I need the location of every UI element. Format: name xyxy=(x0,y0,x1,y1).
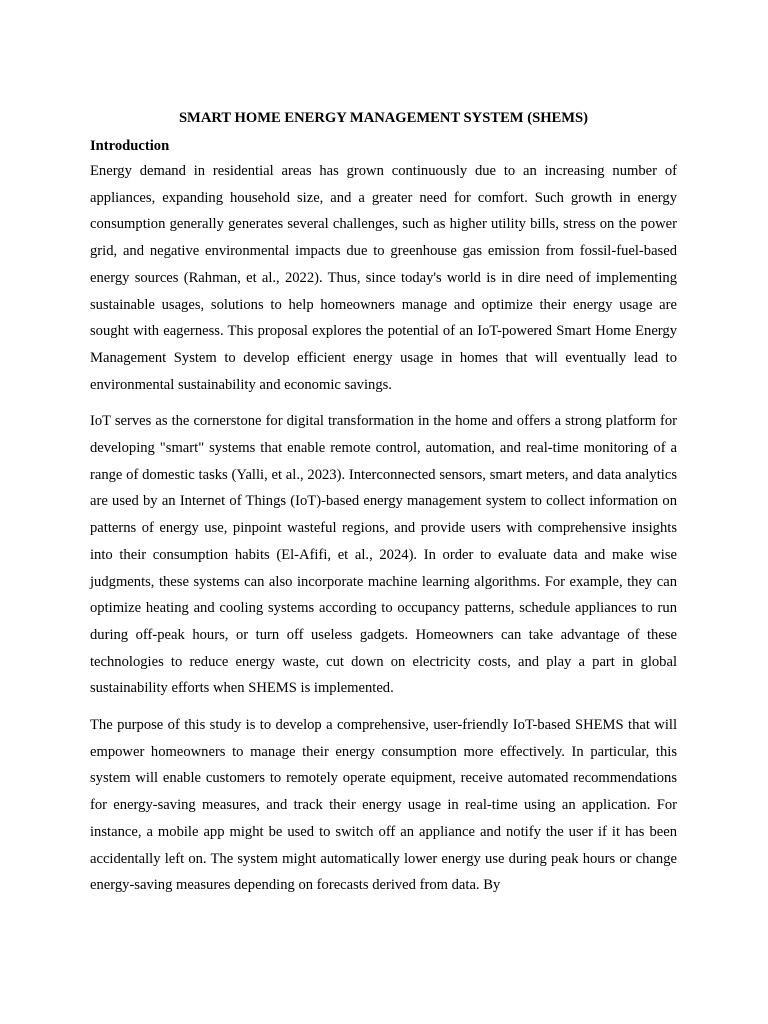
document-title: SMART HOME ENERGY MANAGEMENT SYSTEM (SHEMS) xyxy=(178,110,589,126)
paragraph-2: IoT serves as the cornerstone for digital transformation in the home and offers a strong platform for developing "smart" systems that enable remote control, automation, and real-time monitoring of a range of domestic tasks (Yalli, et al., 2023). Interconnected sensors, smart meters, and data analytics are used by an Internet of Things (IoT)-based energy management system to collect information on patterns of energy use, pinpoint wasteful regions, and provide users with comprehensive insights into their consumption habits (El-Afifi, et al., 2024). In order to evaluate data and make wise judgments, these systems can also incorporate machine learning algorithms. For example, they can optimize heating and cooling systems according to occupancy patterns, schedule appliances to run during off-peak hours, or turn off useless gadgets. Homeowners can take advantage of these technologies to reduce energy waste, cut down on electricity costs, and play a part in global sustainability efforts when SHEMS is implemented. xyxy=(90,413,677,697)
paragraph-1: Energy demand in residential areas has grown continuously due to an increasing number of appliances, expanding household size, and a greater need for comfort. Such growth in energy consumption generally generates several challenges, such as higher utility bills, stress on the power grid, and negative environmental impacts due to greenhouse gas emission from fossil-fuel-based energy sources (Rahman, et al., 2022). Thus, since today's world is in dire need of implementing sustainable usages, solutions to help homeowners manage and optimize their energy usage are sought with eagerness. This proposal explores the potential of an IoT-powered Smart Home Energy Management System to develop efficient energy usage in homes that will eventually lead to environmental sustainability and economic savings. xyxy=(90,163,677,393)
section-heading-introduction: Introduction xyxy=(90,138,170,154)
paragraph-3: The purpose of this study is to develop a comprehensive, user-friendly IoT-based SHEMS that will empower homeowners to manage their energy consumption more effectively. In particular, this system will enable customers to remotely operate equipment, receive automated recommendations for energy-saving measures, and track their energy usage in real-time using an application. For instance, a mobile app might be used to switch off an appliance and notify the user if it has been accidentally left on. The system might automatically lower energy use during peak hours or change energy-saving measures depending on forecasts derived from data. By xyxy=(90,717,677,894)
document-body xyxy=(90,106,677,909)
